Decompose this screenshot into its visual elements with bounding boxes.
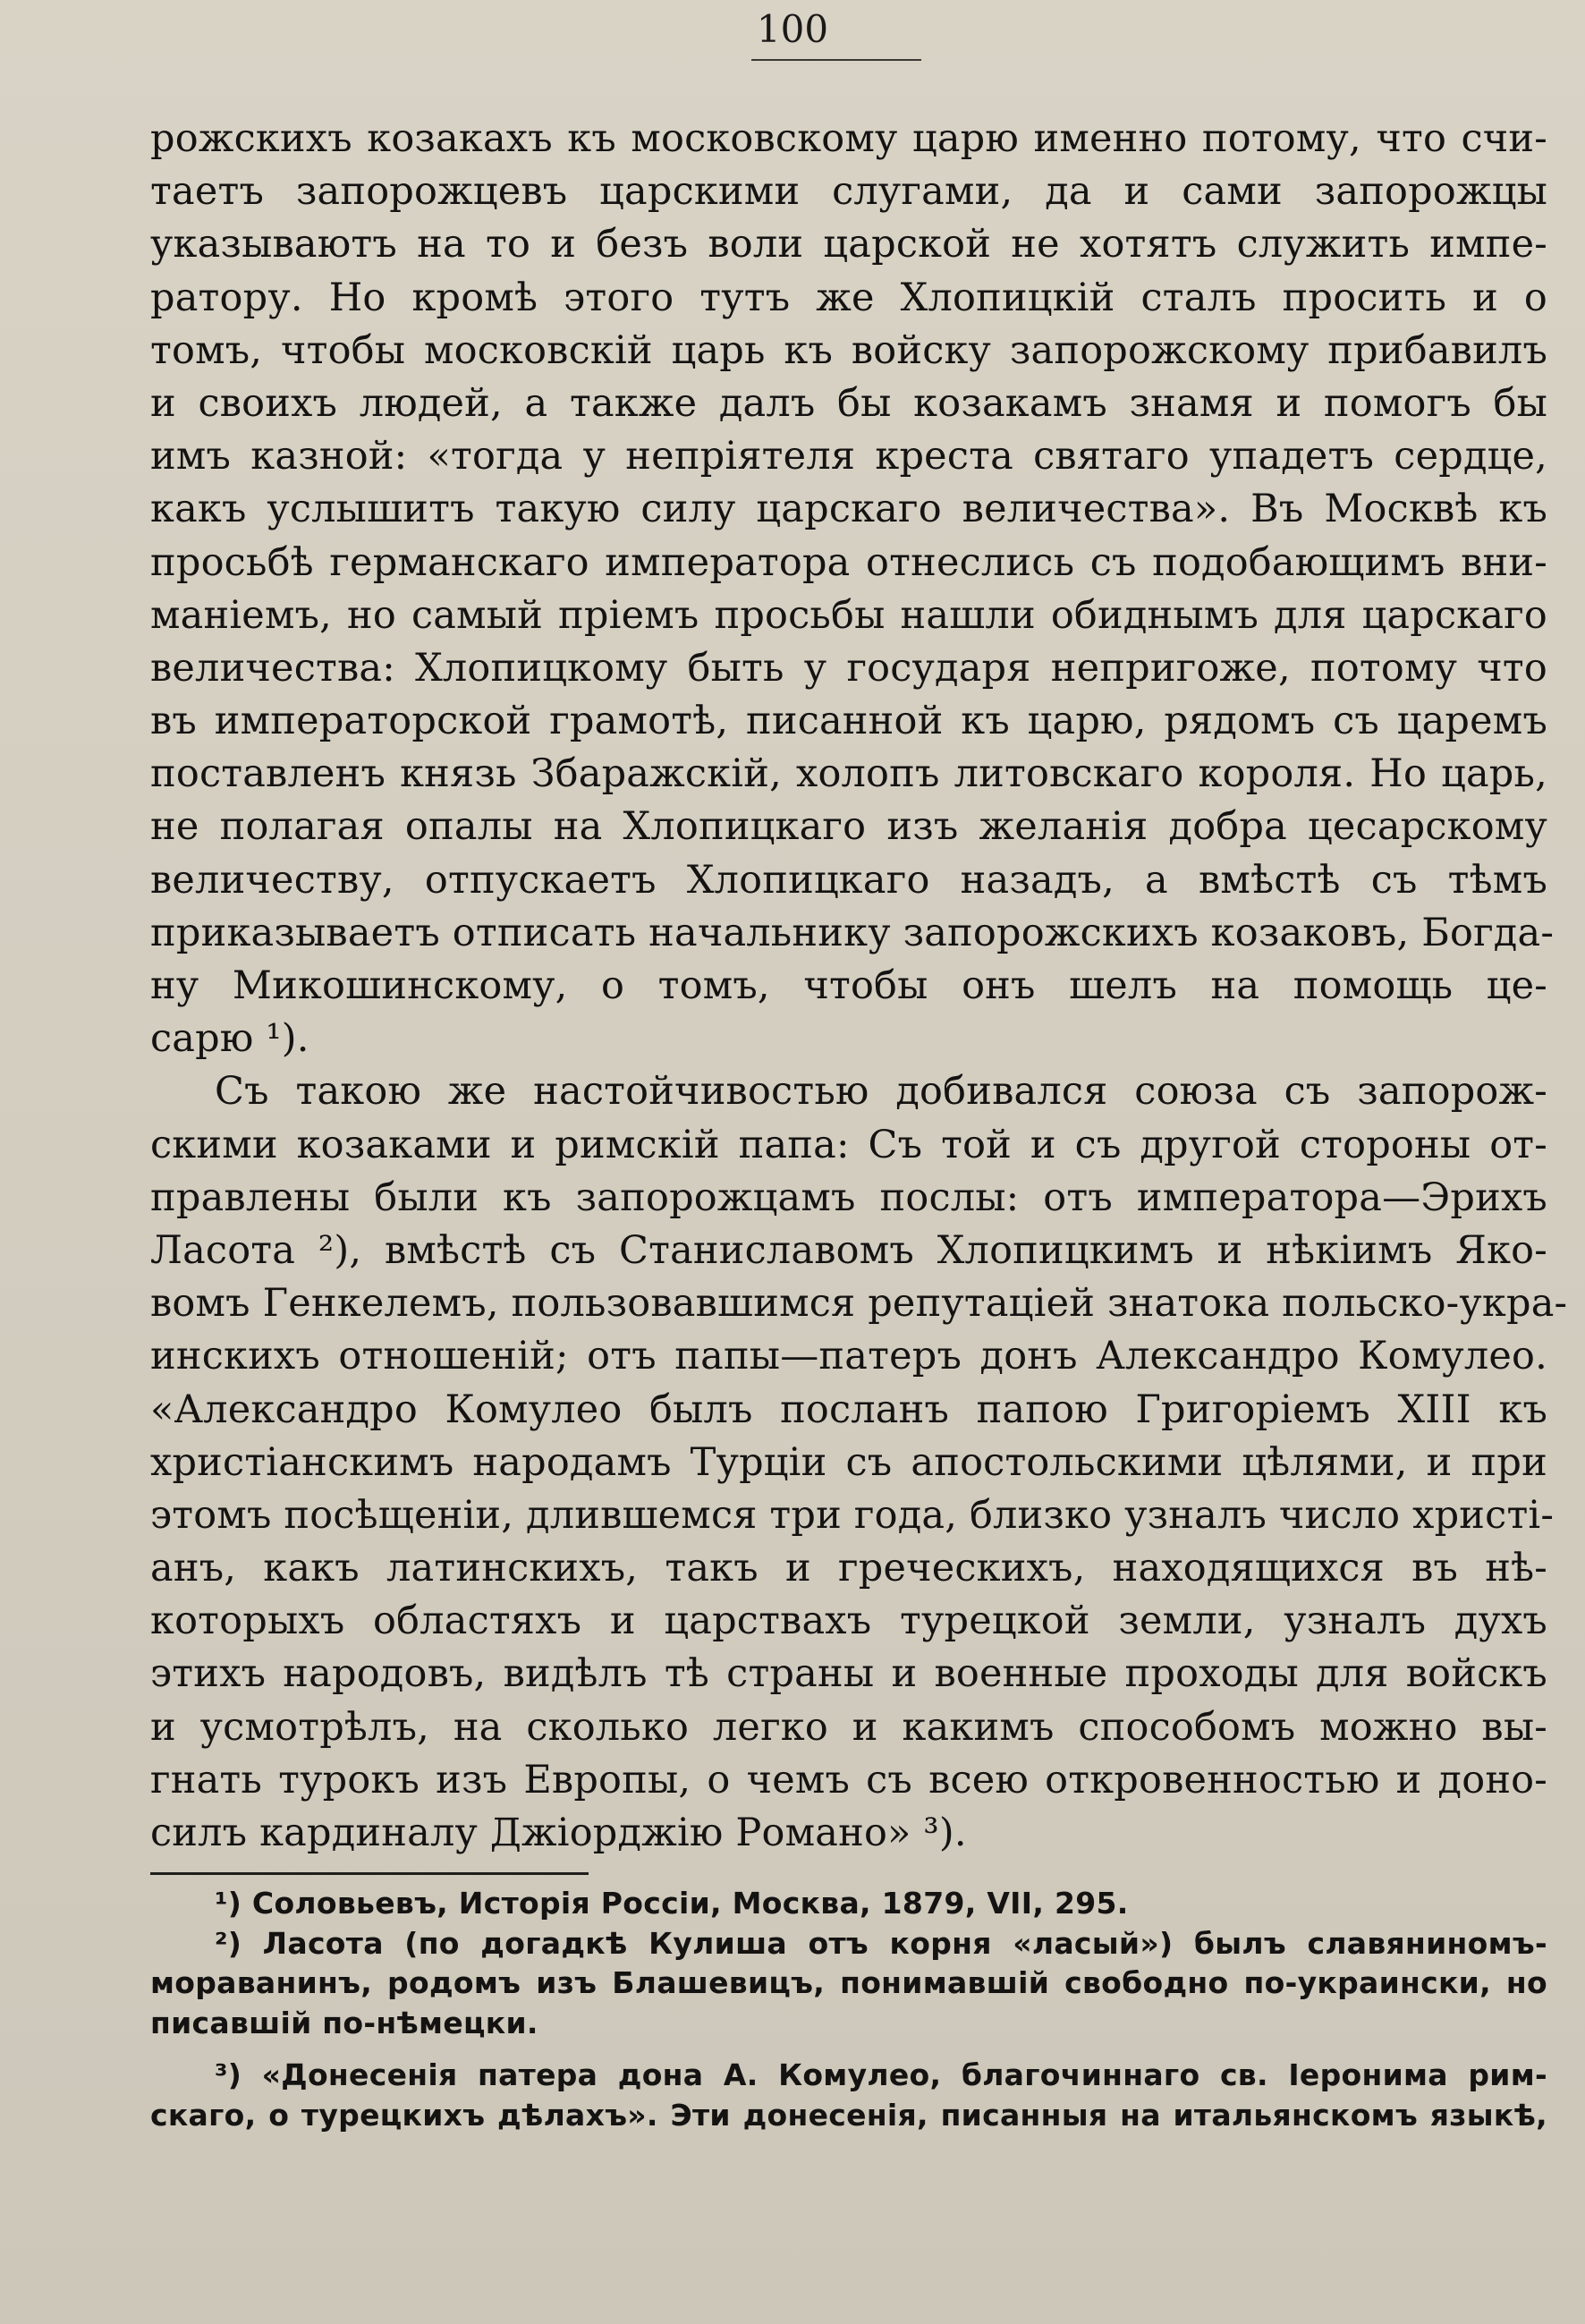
text-line: сарю ¹). (150, 1016, 309, 1062)
footnote-line: ¹) Соловьевъ, Исторія Россіи, Москва, 1879, VII, 295. (215, 1886, 1129, 1921)
text-line: величества: Хлопицкому быть у государя непригоже, потому что (150, 645, 1547, 691)
page-number: 100 (756, 7, 829, 51)
text-line: ратору. Но кромѣ этого тутъ же Хлопицкій сталъ просить и о (150, 275, 1547, 320)
text-line: скими козаками и римскій папа: Съ той и съ другой стороны от- (150, 1122, 1547, 1167)
text-line: анъ, какъ латинскихъ, такъ и греческихъ, находящихся въ нѣ- (150, 1546, 1547, 1591)
text-line: просьбѣ германскаго императора отнеслись съ подобающимъ вни- (150, 539, 1547, 585)
text-line: и усмотрѣлъ, на сколько легко и какимъ способомъ можно вы- (150, 1704, 1547, 1750)
body-text (150, 113, 1568, 1860)
footnote-gap (150, 2043, 1547, 2056)
text-line: указываютъ на то и безъ воли царской не хотятъ служить импе- (150, 222, 1547, 267)
text-line: таетъ запорожцевъ царскими слугами, да и сами запорожцы (150, 169, 1547, 215)
text-line: гнать турокъ изъ Европы, о чемъ съ всею откровенностью и доно- (150, 1757, 1547, 1802)
footnote-line: ²) Ласота (по догадкѣ Кулиша отъ корня «ласый») былъ славяниномъ- (215, 1925, 1547, 1961)
text-line: которыхъ областяхъ и царствахъ турецкой земли, узналъ духъ (150, 1599, 1547, 1644)
footnote-line: писавшій по-нѣмецки. (150, 2005, 538, 2040)
text-line: христіанскимъ народамъ Турціи съ апостольскими цѣлями, и при (150, 1439, 1547, 1485)
text-line: томъ, чтобы московскій царь къ войску запорожскому прибавилъ (150, 327, 1547, 373)
footnote-line: ³) «Донесенія патера дона А. Комулео, благочиннаго св. Іеронима рим- (215, 2057, 1547, 2092)
text-line: не полагая опалы на Хлопицкаго изъ желанія добра цесарскому (150, 804, 1547, 850)
text-line: рожскихъ козакахъ къ московскому царю именно потому, что счи- (150, 116, 1547, 161)
text-line: имъ казной: «тогда у непріятеля креста святаго упадетъ сердце, (150, 434, 1547, 479)
text-line: Съ такою же настойчивостью добивался союза съ запорож- (215, 1069, 1547, 1115)
text-line: вомъ Генкелемъ, пользовавшимся репутаціей знатока польско-укра- (150, 1281, 1568, 1327)
footnote-line: мораванинъ, родомъ изъ Блашевицъ, понимавшій свободно по-украински, но (150, 1965, 1547, 2000)
text-line: въ императорской грамотѣ, писанной къ царю, рядомъ съ царемъ (150, 699, 1547, 744)
header-rule (751, 59, 921, 61)
footnotes (150, 1884, 1547, 2135)
text-line: Ласота ²), вмѣстѣ съ Станиславомъ Хлопицкимъ и нѣкіимъ Яко- (150, 1227, 1547, 1273)
text-line: поставленъ князь Збаражскій, холопъ литовскаго короля. Но царь, (150, 751, 1547, 797)
text-line: какъ услышитъ такую силу царскаго величества». Въ Москвѣ къ (150, 487, 1547, 532)
text-line: ну Микошинскому, о томъ, чтобы онъ шелъ на помощь це- (150, 963, 1547, 1008)
text-line: и своихъ людей, а также далъ бы козакамъ знамя и помогъ бы (150, 380, 1547, 426)
text-line: этихъ народовъ, видѣлъ тѣ страны и военные проходы для войскъ (150, 1651, 1547, 1697)
text-line: этомъ посѣщеніи, длившемся три года, близко узналъ число христі- (150, 1492, 1555, 1538)
footnote-rule (150, 1872, 589, 1875)
text-line: маніемъ, но самый пріемъ просьбы нашли обиднымъ для царскаго (150, 592, 1547, 638)
text-line: приказываетъ отписать начальнику запорожскихъ козаковъ, Богда- (150, 910, 1555, 955)
text-line: инскихъ отношеній; отъ папы—патеръ донъ Александро Комулео. (150, 1334, 1547, 1379)
text-line: «Александро Комулео былъ посланъ папою Григоріемъ XIII къ (150, 1387, 1547, 1432)
text-line: силъ кардиналу Джіорджію Романо» ³). (150, 1811, 967, 1855)
text-line: величеству, отпускаетъ Хлопицкаго назадъ, а вмѣстѣ съ тѣмъ (150, 857, 1547, 903)
footnote-line: скаго, о турецкихъ дѣлахъ». Эти донесенія, писанныя на итальянскомъ языкѣ, (150, 2097, 1547, 2133)
text-line: правлены были къ запорожцамъ послы: отъ императора—Эрихъ (150, 1175, 1547, 1220)
